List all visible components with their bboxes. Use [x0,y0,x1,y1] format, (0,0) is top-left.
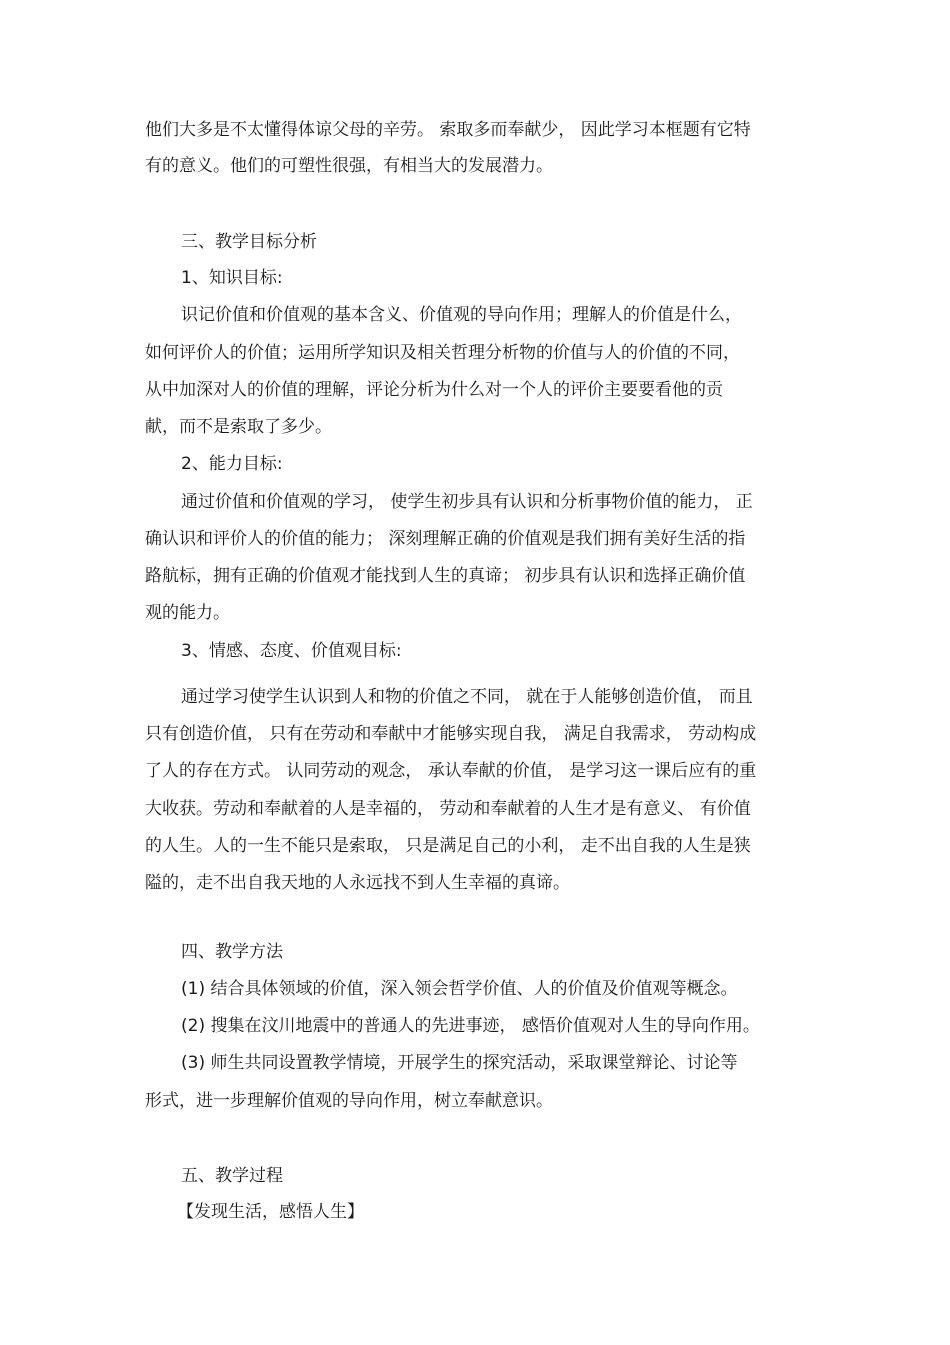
section3-heading: 三、教学目标分析 [181,232,317,252]
emotion-line-4: 大收获。劳动和奉献着的人是幸福的， 劳动和奉献着的人生才是有意义、 有价值 [145,799,751,819]
method-item-3-cont: 形式，进一步理解价值观的导向作用，树立奉献意识。 [145,1091,553,1111]
method-item-3: (3) 师生共同设置教学情境，开展学生的探究活动，采取课堂辩论、讨论等 [181,1053,738,1073]
emotion-line-3: 了人的存在方式。 认同劳动的观念， 承认奉献的价值， 是学习这一课后应有的重 [145,761,757,781]
ability-line-3: 路航标，拥有正确的价值观才能找到人生的真谛； 初步具有认识和选择正确价值 [145,566,746,586]
emotion-line-1: 通过学习使学生认识到人和物的价值之不同， 就在于人能够创造价值， 而且 [181,687,753,707]
knowledge-title: 1、知识目标: [181,268,283,288]
knowledge-line-3: 从中加深对人的价值的理解，评论分析为什么对一个人的评价主要要看他的贡 [145,380,723,400]
ability-line-1: 通过价值和价值观的学习， 使学生初步具有认识和分析事物价值的能力， 正 [181,492,753,512]
knowledge-line-1: 识记价值和价值观的基本含义、价值观的导向作用；理解人的价值是什么， [181,305,742,325]
ability-title: 2、能力目标: [181,454,283,474]
method-item-1: (1) 结合具体领域的价值，深入领会哲学价值、人的价值及价值观等概念。 [181,979,738,999]
method-item-2: (2) 搜集在汶川地震中的普通人的先进事迹， 感悟价值观对人生的导向作用。 [181,1016,760,1036]
intro-line-1: 他们大多是不太懂得体谅父母的辛劳。 索取多而奉献少， 因此学习本框题有它特 [145,120,751,140]
ability-line-2: 确认识和评价人的价值的能力； 深刻理解正确的价值观是我们拥有美好生活的指 [145,529,746,549]
emotion-line-5: 的人生。人的一生不能只是索取， 只是满足自己的小利， 走不出自我的人生是狭 [145,836,751,856]
knowledge-line-2: 如何评价人的价值；运用所学知识及相关哲理分析物的价值与人的价值的不同， [145,343,740,363]
intro-line-2: 有的意义。他们的可塑性很强，有相当大的发展潜力。 [145,156,553,176]
emotion-title: 3、情感、态度、价值观目标: [181,641,402,661]
emotion-line-6: 隘的，走不出自我天地的人永远找不到人生幸福的真谛。 [145,873,570,893]
section5-subheading: 【发现生活，感悟人生】 [177,1202,364,1222]
ability-line-4: 观的能力。 [145,603,230,623]
section4-heading: 四、教学方法 [181,942,283,962]
emotion-line-2: 只有创造价值， 只有在劳动和奉献中才能够实现自我， 满足自我需求， 劳动构成 [145,724,757,744]
knowledge-line-4: 献，而不是索取了多少。 [145,417,332,437]
section5-heading: 五、教学过程 [181,1166,283,1186]
